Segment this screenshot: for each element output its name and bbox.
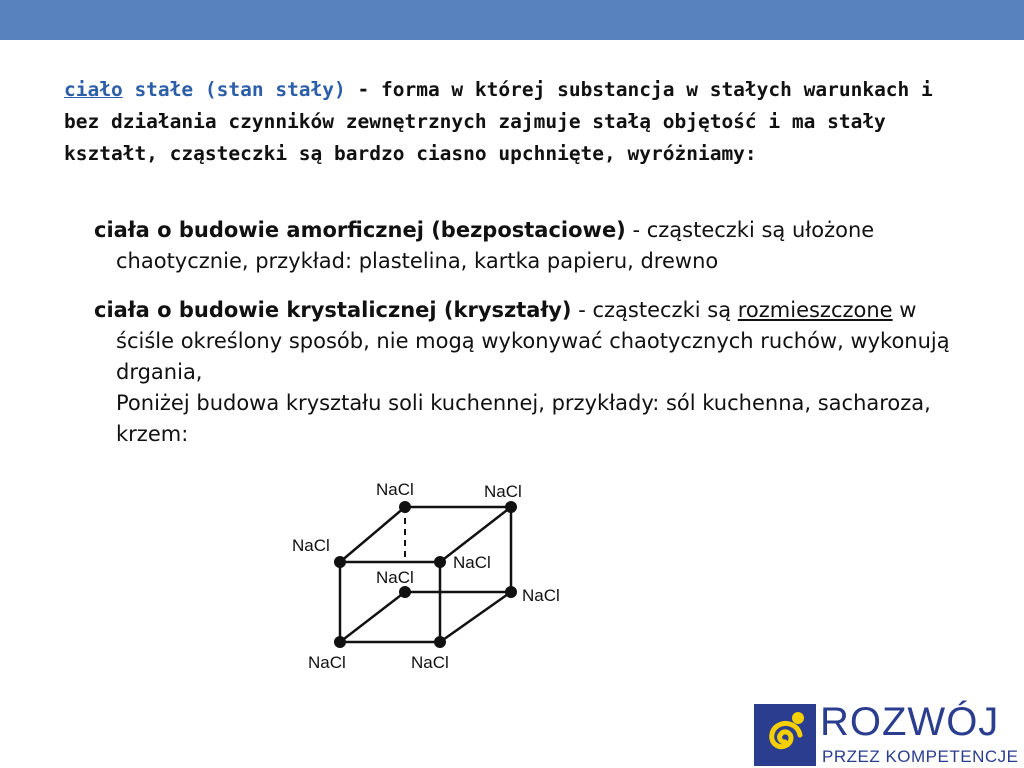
rozwoj-logo (754, 700, 1024, 768)
nacl-crystal-diagram (280, 470, 600, 680)
nacl-label: NaCl (411, 653, 449, 672)
atom-dot (505, 501, 517, 513)
top-banner (0, 0, 1024, 40)
term-name: stałe (stan stały) (122, 78, 346, 101)
atom-dot (505, 586, 517, 598)
bullet-term: ciała o budowie krystalicznej (kryształy) (94, 298, 572, 322)
definition-text: - forma w której substancja w stałych warunkach i bez działania czynników zewnętrznych zajmuje stałą objętość i ma stały kształt, cząsteczki są bardzo ciasno upchnięte, wyróżniamy: (64, 78, 933, 165)
atom-dot (434, 556, 446, 568)
logo-name: ROZWÓJ (820, 700, 1000, 744)
nacl-label: NaCl (376, 568, 414, 587)
bullet-text: - cząsteczki są (571, 298, 738, 322)
definition-paragraph (64, 74, 964, 170)
atom-dot (434, 636, 446, 648)
atom-dot (399, 586, 411, 598)
nacl-label: NaCl (453, 553, 491, 572)
underlined-word: rozmieszczone (737, 298, 893, 322)
spiral-logo-icon (754, 702, 816, 766)
bullet-text: - cząsteczki są ułożone chaotycznie, przykład: plastelina, kartka papieru, drewno (116, 218, 875, 273)
nacl-label: NaCl (376, 480, 414, 499)
bullet-amorphous (94, 215, 976, 277)
nacl-label: NaCl (484, 482, 522, 501)
nacl-label: NaCl (308, 653, 346, 672)
bullet-text-cont: w ściśle określony sposób, nie mogą wykonywać chaotycznych ruchów, wykonują drgania, (116, 298, 950, 384)
atom-dot (334, 636, 346, 648)
nacl-label: NaCl (522, 586, 560, 605)
atom-dot (399, 501, 411, 513)
bullet-text-line2: Poniżej budowa kryształu soli kuchennej, przykłady: sól kuchenna, sacharoza, krzem: (116, 391, 931, 446)
bullet-crystalline (94, 295, 976, 450)
logo-tagline: PRZEZ KOMPETENCJE (822, 747, 1019, 766)
term-link[interactable]: ciało (64, 78, 123, 101)
bullet-term: ciała o budowie amorficznej (bezpostaciowe) (94, 218, 626, 242)
nacl-label: NaCl (292, 536, 330, 555)
atom-dot (334, 556, 346, 568)
